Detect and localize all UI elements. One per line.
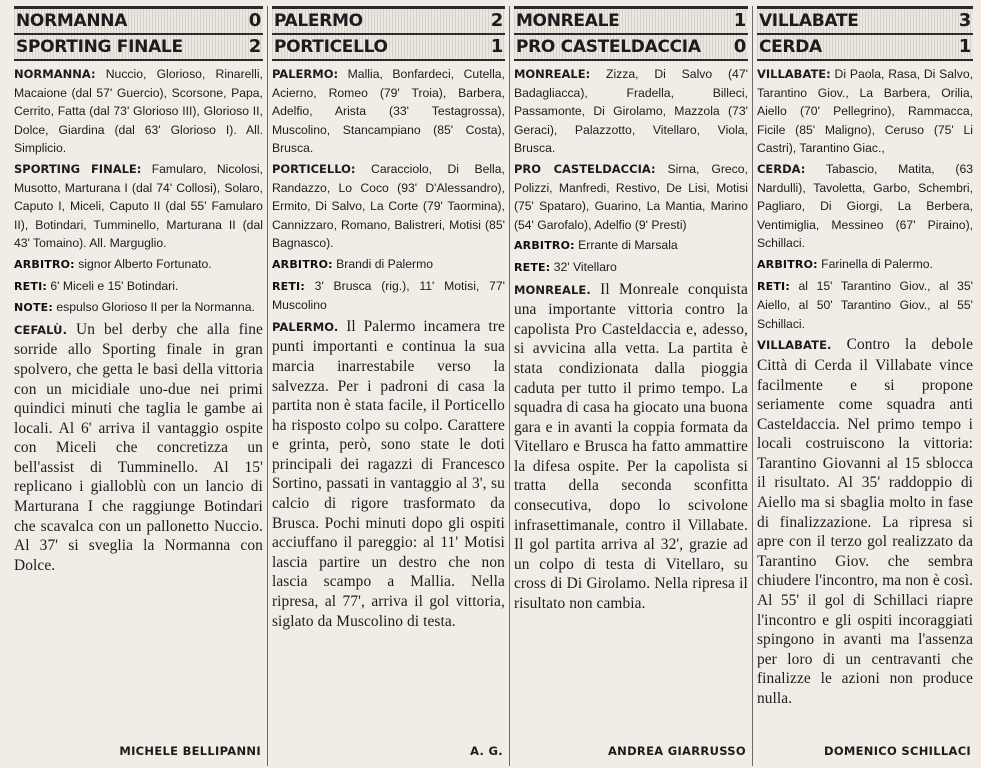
match-header [757, 6, 973, 61]
author-signature: MICHELE BELLIPANNI [119, 744, 261, 758]
referee-label: ARBITRO: [756, 257, 818, 271]
away-lineup [757, 160, 973, 253]
home-team-row [514, 9, 748, 35]
goals-label: RETI: [756, 279, 790, 293]
goals-line [14, 277, 263, 297]
away-team-row [14, 35, 263, 61]
match-report-normanna-sporting [10, 6, 267, 766]
referee-name: signor Alberto Fortunato. [78, 256, 212, 271]
referee-label: ARBITRO: [271, 257, 333, 271]
home-lineup [514, 65, 748, 158]
home-team-name: MONREALE [515, 11, 620, 31]
away-lineup-label: SPORTING FINALE: [14, 161, 142, 176]
article-body [272, 317, 505, 632]
home-lineup [14, 65, 263, 158]
home-team-score: 1 [733, 10, 746, 31]
referee-name: Brandi di Palermo [336, 256, 433, 271]
away-team-score: 1 [958, 36, 972, 57]
home-lineup-label: MONREALE: [513, 67, 591, 81]
away-lineup-label: CERDA: [756, 161, 806, 176]
home-lineup-text: Di Paola, Rasa, Di Salvo, Tarantino Giov., La Barbera, Orilia, Aiello (70' Pellegrino), Rammacca, Ficile (85' Maligno), Ceruso (75' Li Castri), Tarantino Giac., [756, 67, 974, 156]
home-team-score: 2 [490, 10, 503, 31]
away-lineup-text: Sirna, Greco, Polizzi, Manfredi, Restivo, De Lisi, Motisi (75' Spataro), Guarino, La Mantia, Marino (54' Garofalo), Adelfio (9' Presti) [513, 161, 748, 232]
home-team-name: NORMANNA [16, 11, 128, 31]
home-lineup-text: Zizza, Di Salvo (47' Badagliacca), Fradella, Billeci, Passamonte, Di Girolamo, Mazzola (73' Geraci), Palazzotto, Vitellaro, Viola, Brusca. [513, 67, 748, 156]
dateline: MONREALE. [513, 282, 591, 297]
away-team-score: 2 [248, 36, 261, 57]
article-text: Il Palermo incamera tre punti importanti e continua la sua marcia inarrestabile verso la salvezza. Per i padroni di casa la partita non è stata facile, il Porticello ha risposto colpo su colpo. Carattere e grinta, però, sono state le doti principali dei ragazzi di Francesco Sortino, passati in vantaggio al 3', su calcio di rigore trasformato da Brusca. Pochi minuti dopo gli ospiti acciuffano il pareggio: al 11' Motisi lascia partire un destro che non lascia scampo a Mallia. Nella ripresa, al 77', arriva il gol vittoria, siglato da Muscolino di testa. [271, 317, 505, 630]
notes-line [14, 298, 263, 318]
match-report-palermo-porticello [267, 6, 509, 766]
away-lineup [514, 160, 748, 234]
goals-text: 32' Vitellaro [553, 259, 617, 274]
away-lineup-label: PORTICELLO: [271, 161, 356, 176]
away-team-name: CERDA [758, 37, 822, 57]
away-lineup [272, 160, 505, 253]
goals-text: al 15' Tarantino Giov., al 35' Aiello, al 50' Tarantino Giov., al 55' Schillaci. [756, 278, 974, 331]
article-body [14, 320, 263, 576]
home-lineup-label: NORMANNA: [14, 67, 96, 81]
goals-label: RETE: [513, 260, 551, 274]
referee-line [14, 255, 263, 275]
away-lineup-label: PRO CASTELDACCIA: [513, 161, 656, 176]
home-team-row [14, 9, 263, 35]
referee-line [757, 255, 973, 275]
home-lineup-text: Mallia, Bonfardeci, Cutella, Acierno, Romeo (79' Troia), Barbera, Adelfio, Arista (33' Testagrossa), Muscolino, Stancampiano (85' Costa), Brusca. [271, 67, 505, 156]
away-team-row [514, 35, 748, 61]
referee-name: Farinella di Palermo. [821, 256, 933, 271]
match-report-monreale-casteldaccia [509, 6, 752, 766]
article-text: Il Monreale conquista una importante vittoria contro la capolista Pro Casteldaccia e, adesso, si avvicina alla vetta. La partita è stata condizionata dalla pioggia caduta per tutto il primo tempo. La squadra di casa ha giocato una buona gara e in avanti la coppia formata da Vitellaro e Brusca ha fatto ammattire la difesa ospite. Per la capolista si tratta della seconda sconfitta consecutiva, dopo lo scivolone infrasettimanale, contro il Villabate. Il gol partita arriva al 32', grazie ad un colpo di testa di Vitellaro, su cross di Di Girolamo. Nella ripresa il risultato non cambia. [513, 280, 748, 613]
goals-line [757, 277, 973, 334]
away-lineup [14, 160, 263, 253]
away-lineup-text: Tabascio, Matita, (63 Nardulli), Tavoletta, Garbo, Schembri, Pagliaro, Di Giorgi, La Berbera, Ventimiglia, Messineo (67' Piraino), Schillaci. [756, 161, 974, 251]
notes-label: NOTE: [14, 301, 53, 315]
author-signature: DOMENICO SCHILLACI [823, 744, 972, 758]
dateline: VILLABATE. [756, 338, 832, 353]
referee-label: ARBITRO: [14, 257, 75, 271]
author-signature: ANDREA GIARRUSSO [607, 744, 746, 758]
home-team-score: 3 [958, 10, 972, 31]
away-team-name: PORTICELLO [273, 37, 388, 57]
home-lineup [272, 65, 505, 158]
away-lineup-text: Famularo, Nicolosi, Musotto, Marturana I (dal 74' Collosi), Solaro, Caputo I, Miceli, Caputo II (dal 55' Famularo II), Botindari, Tumminello, Marturana II (dal 43' Tomaino). All. Marguglio. [14, 161, 263, 251]
article-body [757, 335, 973, 708]
goals-line [272, 277, 505, 315]
home-team-name: VILLABATE [758, 11, 859, 31]
home-lineup [757, 65, 973, 158]
article-body [514, 280, 748, 614]
away-team-name: PRO CASTELDACCIA [515, 37, 701, 57]
dateline: CEFALÙ. [14, 322, 68, 337]
away-team-score: 0 [733, 36, 746, 57]
home-team-row [757, 9, 973, 35]
referee-line [514, 236, 748, 256]
home-team-name: PALERMO [273, 11, 363, 31]
goals-line [514, 258, 748, 278]
match-report-villabate-cerda [752, 6, 977, 766]
dateline: PALERMO. [271, 319, 339, 334]
article-text: Un bel derby che alla fine sorride allo Sporting finale in gran spolvero, che getta le basi della vittoria con un micidiale uno-due nei primi quindici minuti che taglia le gambe ai locali. Al 6' arriva il vantaggio ospite con Miceli che concretizza un bell'assist di Tumminello. Al 15' replicano i gialloblù con un lancio di Marturana I che raggiunge Botindari che scavalca con un pallonetto Nuccio. Al 37' si sveglia la Normanna con Dolce. [14, 320, 263, 574]
away-team-score: 1 [490, 36, 503, 57]
article-text: Contro la debole Città di Cerda il Villabate vince facilmente e si propone seriamente come squadra anti Casteldaccia. Nel primo tempo i locali costruiscono la vittoria: Tarantino Giovanni al 15 sblocca il risultato. Al 35' raddoppio di Aiello ma si sbaglia molto in fase di finalizzazione. La ripresa si apre con il terzo gol realizzato da Tarantino Giov. che sembra chiudere l'incontro, ma non è così. Al 55' il gol di Schillaci riapre l'incontro e gli ospiti incoraggiati spingono in avanti ma l'assenza per loro di un centravanti che finalizze le azioni non produce nulla. [756, 336, 974, 707]
away-team-name: SPORTING FINALE [16, 37, 183, 57]
referee-line [272, 255, 505, 275]
match-header [14, 6, 263, 61]
home-team-row [272, 9, 505, 35]
goals-label: RETI: [14, 279, 47, 293]
home-team-score: 0 [248, 10, 261, 31]
referee-label: ARBITRO: [513, 239, 575, 253]
goals-text: 6' Miceli e 15' Botindari. [50, 278, 179, 293]
author-signature: A. G. [470, 744, 503, 758]
away-lineup-text: Caracciolo, Di Bella, Randazzo, Lo Coco (93' D'Alessandro), Ermito, Di Salvo, La Corte (79' Taormina), Cannizzaro, Romano, Balistreri, Motisi (85' Bagnasco). [271, 161, 505, 251]
away-team-row [757, 35, 973, 61]
goals-label: RETI: [271, 279, 305, 293]
notes-text: espulso Glorioso II per la Normanna. [56, 300, 255, 315]
match-header [514, 6, 748, 61]
goals-text: 3' Brusca (rig.), 11' Motisi, 77' Muscolino [271, 278, 505, 313]
away-team-row [272, 35, 505, 61]
home-lineup-text: Nuccio, Glorioso, Rinarelli, Macaione (dal 57' Guercio), Scorsone, Papa, Cerrito, Fatta (dal 73' Glorioso III), Glorioso II, Dolce, Giardina (dal 63' Glorioso I). All. Simplicio. [14, 67, 263, 156]
match-header [272, 6, 505, 61]
referee-name: Errante di Marsala [578, 238, 678, 253]
home-lineup-label: VILLABATE: [756, 67, 831, 81]
home-lineup-label: PALERMO: [271, 67, 339, 81]
